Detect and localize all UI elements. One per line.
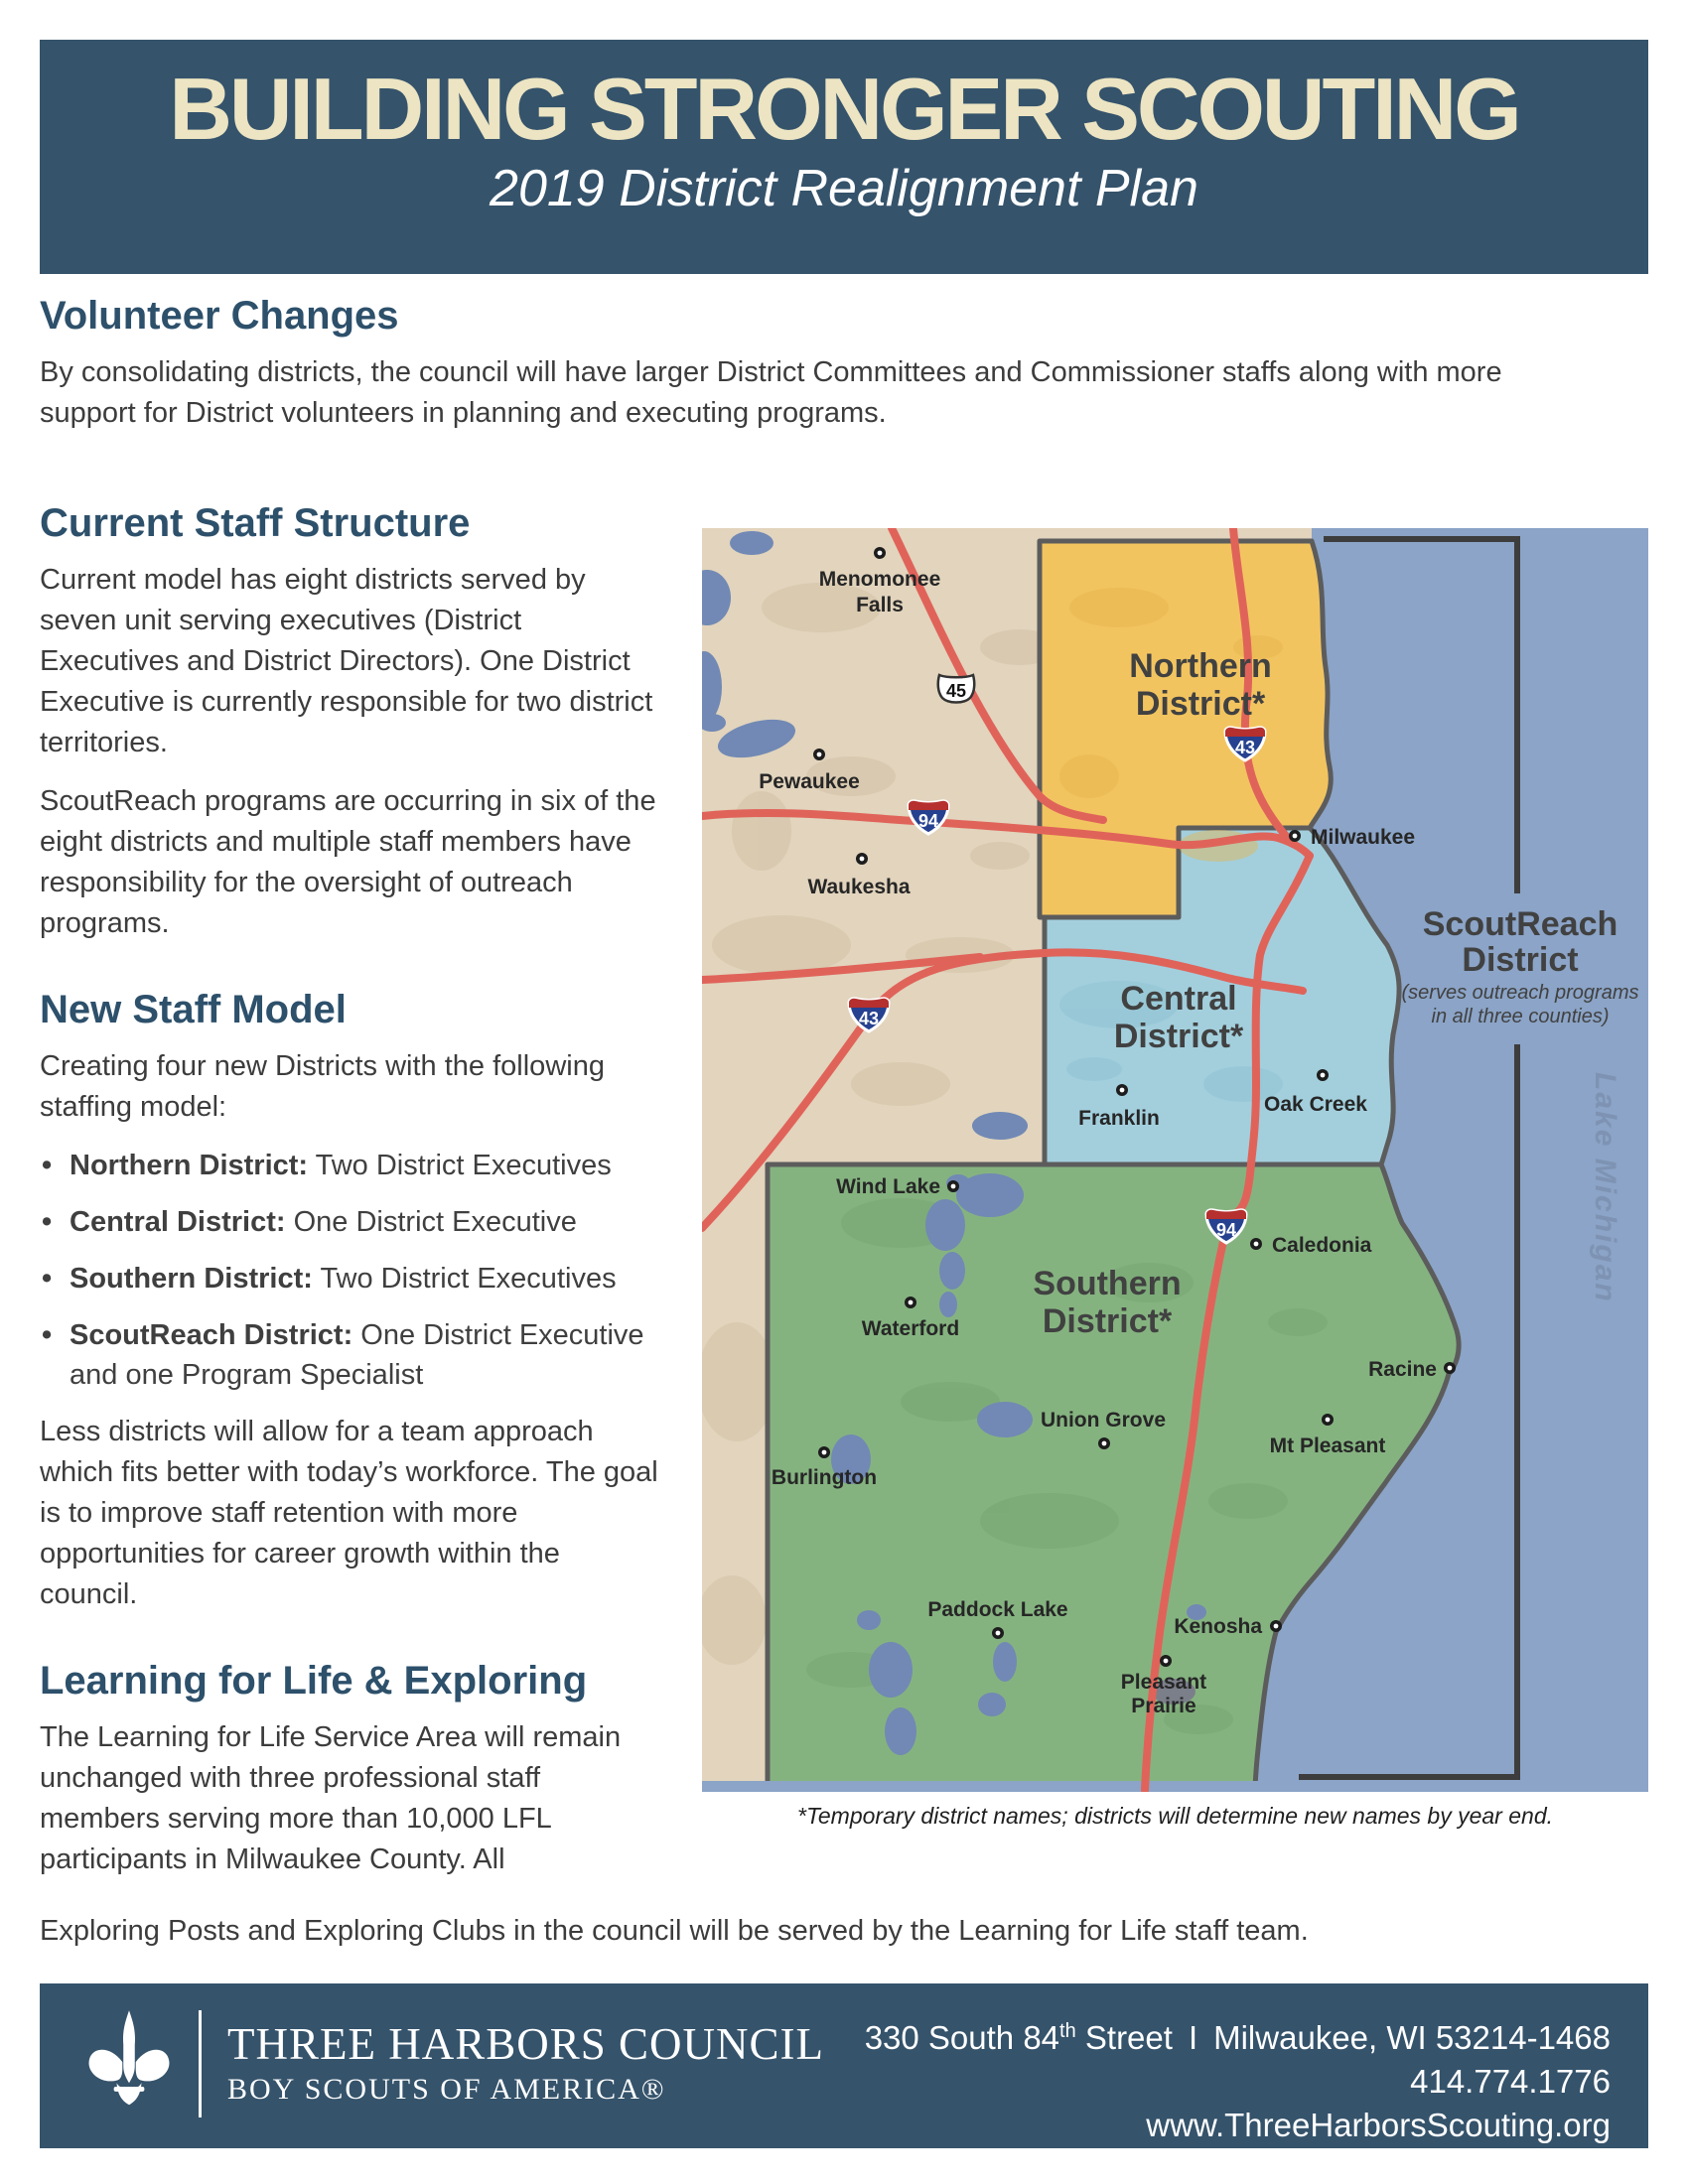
address-separator: I (1188, 2019, 1198, 2056)
bullet-label: ScoutReach District: (70, 1319, 353, 1351)
svg-text:Caledonia: Caledonia (1272, 1234, 1372, 1257)
bsa-fleur-de-lis-logo (81, 2001, 177, 2126)
svg-text:District: District (1462, 941, 1579, 979)
bullet-text: One District Executive (285, 1206, 577, 1238)
list-item-northern (40, 1146, 660, 1185)
svg-text:45: 45 (945, 681, 967, 701)
lfl-body-continued: Exploring Posts and Exploring Clubs in the council will be served by the Learning for Life staff team. (40, 1915, 1309, 1947)
svg-text:94: 94 (917, 811, 939, 831)
svg-text:Racine: Racine (1368, 1358, 1437, 1381)
district-map (702, 528, 1648, 1792)
svg-text:Franklin: Franklin (1078, 1107, 1160, 1130)
page-subtitle: 2019 District Realignment Plan (490, 160, 1198, 217)
new-staff-intro: Creating four new Districts with the following staffing model: (40, 1050, 605, 1123)
svg-text:Mt Pleasant: Mt Pleasant (1269, 1434, 1386, 1457)
map-bottom-strip (702, 1781, 1648, 1792)
svg-text:Kenosha: Kenosha (1174, 1615, 1262, 1638)
svg-text:Menomonee: Menomonee (818, 568, 941, 591)
svg-text:94: 94 (1215, 1220, 1237, 1240)
left-column (40, 501, 660, 1898)
current-staff-heading: Current Staff Structure (40, 501, 471, 545)
svg-text:(serves outreach programs: (serves outreach programs (1401, 982, 1639, 1004)
footer-phone: 414.774.1776 (1410, 2063, 1611, 2100)
svg-text:43: 43 (858, 1009, 880, 1028)
svg-text:District*: District* (1113, 1018, 1244, 1055)
lake-michigan-label: Lake Michigan (1589, 1072, 1621, 1303)
central-district-label: Central (1120, 980, 1237, 1018)
bullet-label: Central District: (70, 1206, 286, 1238)
svg-text:Wind Lake: Wind Lake (836, 1175, 940, 1198)
svg-text:Waukesha: Waukesha (807, 876, 911, 898)
footer-website: www.ThreeHarborsScouting.org (1146, 2107, 1611, 2143)
bullet-text: Two District Executives (308, 1150, 612, 1181)
svg-text:Paddock Lake: Paddock Lake (927, 1598, 1068, 1621)
header-banner (40, 40, 1648, 274)
svg-text:District*: District* (1042, 1302, 1173, 1340)
district-map-svg (702, 528, 1648, 1792)
svg-text:Falls: Falls (856, 594, 904, 616)
svg-text:Prairie: Prairie (1131, 1695, 1196, 1717)
footer-contact (865, 2009, 1611, 2147)
new-staff-outro: Less districts will allow for a team approach which fits better with today’s workforce. The goal is to improve staff retention with more opportunities for career growth within the council. (40, 1416, 658, 1610)
page-title: BUILDING STRONGER SCOUTING (169, 60, 1519, 158)
section-volunteer-changes (40, 294, 1604, 434)
org-name: BOY SCOUTS OF AMERICA® (227, 2073, 666, 2106)
lfl-body: The Learning for Life Service Area will remain unchanged with three professional staff members serving more than 10,000 LFL participants in Milwaukee County. All (40, 1721, 622, 1875)
bullet-label: Northern District: (70, 1150, 309, 1181)
lfl-heading: Learning for Life & Exploring (40, 1659, 588, 1703)
svg-text:Waterford: Waterford (861, 1317, 960, 1340)
northern-district-label: Northern (1129, 647, 1272, 685)
volunteer-body: By consolidating districts, the council will have larger District Committees and Commissioner staffs along with more support for District volunteers in planning and executing programs. (40, 356, 1502, 429)
list-item-southern (40, 1259, 660, 1298)
svg-text:43: 43 (1234, 738, 1256, 757)
bullet-text: One District Executive and one Program Specialist (70, 1319, 644, 1391)
svg-text:Pewaukee: Pewaukee (759, 770, 860, 793)
us45-shield-icon (938, 675, 974, 703)
new-staff-heading: New Staff Model (40, 988, 347, 1031)
staffing-model-list (40, 1146, 660, 1395)
svg-text:in all three counties): in all three counties) (1431, 1006, 1610, 1027)
footer-org-names (227, 2018, 824, 2110)
bullet-label: Southern District: (70, 1263, 313, 1295)
council-name: THREE HARBORS COUNCIL (227, 2019, 825, 2069)
scoutreach-district-label: ScoutReach (1422, 905, 1618, 943)
volunteer-heading: Volunteer Changes (40, 294, 399, 338)
svg-text:District*: District* (1135, 685, 1266, 723)
footer-banner (40, 1983, 1648, 2148)
bullet-text: Two District Executives (312, 1263, 617, 1295)
svg-text:Burlington: Burlington (771, 1466, 878, 1489)
footer-address: 330 South 84th Street I Milwaukee, WI 53214-1468 (865, 2009, 1611, 2060)
svg-text:Union Grove: Union Grove (1040, 1409, 1167, 1432)
list-item-scoutreach (40, 1315, 660, 1395)
current-staff-p1: Current model has eight districts served by seven unit serving executives (District Executives and District Directors). One District Executive is currently responsible for two district territories. (40, 564, 653, 758)
svg-text:Oak Creek: Oak Creek (1264, 1093, 1367, 1116)
svg-text:Pleasant: Pleasant (1120, 1671, 1207, 1694)
footer-divider (199, 2010, 202, 2117)
southern-district-label: Southern (1033, 1265, 1182, 1302)
svg-text:Milwaukee: Milwaukee (1311, 826, 1416, 849)
footer-brand (81, 2001, 824, 2126)
current-staff-p2: ScoutReach programs are occurring in six of the eight districts and multiple staff members have responsibility for the oversight of outreach programs. (40, 785, 656, 939)
map-footnote: *Temporary district names; districts will determine new names by year end. (797, 1803, 1553, 1829)
list-item-central (40, 1202, 660, 1242)
